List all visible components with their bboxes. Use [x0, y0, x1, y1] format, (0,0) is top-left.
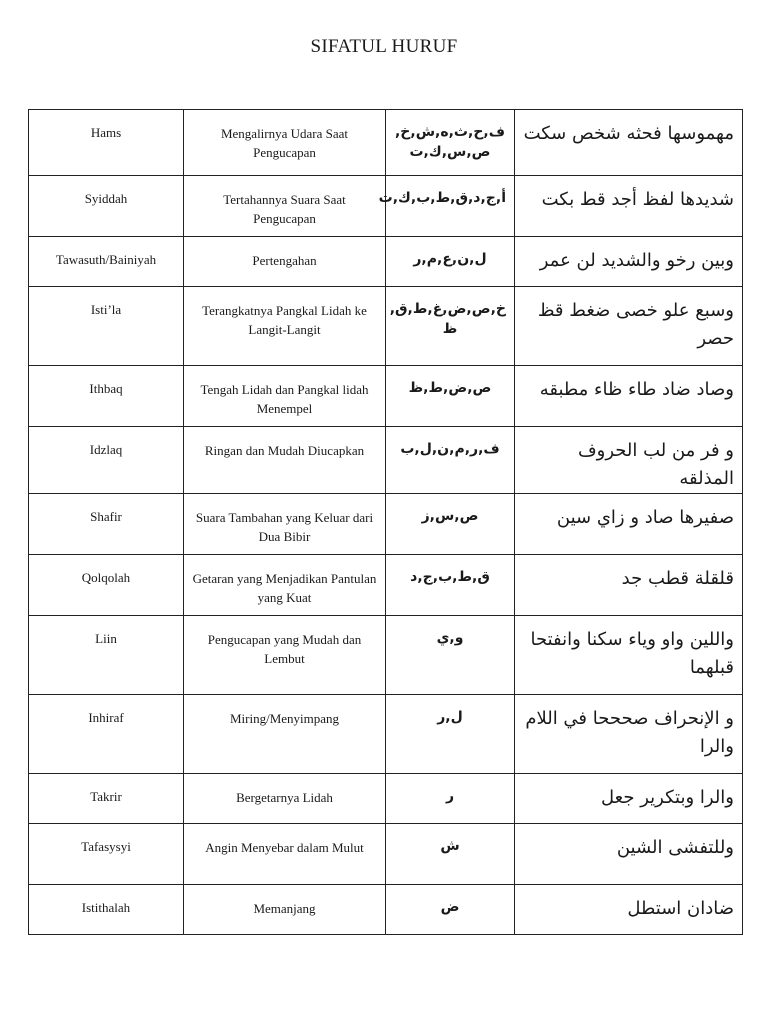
verse-text: قلقلة قطب جد [621, 568, 734, 589]
table-row [29, 695, 743, 774]
sifat-name: Qolqolah [29, 555, 184, 616]
sifat-description: Memanjang [184, 885, 386, 935]
verse-text: ضادان استطل [627, 898, 734, 919]
letters-text: ص,س,ز [421, 508, 479, 524]
sifat-description: Pertengahan [184, 237, 386, 287]
sifat-name: Shafir [29, 494, 184, 555]
sifat-verse [515, 824, 743, 885]
letters-text: خ,ص,ض,غ,ط,ق, ظ [389, 301, 506, 337]
sifat-letters [386, 427, 515, 494]
sifat-letters [386, 110, 515, 176]
sifat-letters [378, 176, 515, 237]
sifat-letters [386, 366, 515, 427]
sifat-name: Liin [29, 616, 184, 695]
sifat-verse [515, 176, 743, 237]
verse-text: والرا وبتكرير جعل [601, 787, 734, 808]
sifat-letters [386, 885, 515, 935]
sifat-name: Ithbaq [29, 366, 184, 427]
table-row [29, 824, 743, 885]
sifat-name: Inhiraf [29, 695, 184, 774]
table-row [29, 427, 743, 494]
sifat-letters [386, 237, 515, 287]
sifat-description: Bergetarnya Lidah [184, 774, 386, 824]
sifat-verse [515, 287, 743, 366]
letters-text: ل,ر [437, 709, 463, 725]
sifat-letters [386, 555, 515, 616]
sifat-verse [515, 237, 743, 287]
verse-text: صفيرها صاد و زاي سين [556, 507, 734, 528]
sifat-verse [515, 774, 743, 824]
letters-text: ف,ر,م,ن,ل,ب [400, 441, 500, 457]
sifat-letters [386, 824, 515, 885]
table-row [29, 885, 743, 935]
verse-text: و فر من لب الحروف المذلقه [577, 440, 734, 489]
sifat-letters [386, 494, 515, 555]
letters-text: أ,ج,د,ق,ط,ب,ك,ت [378, 190, 506, 206]
table-row [29, 555, 743, 616]
letters-text: و,ي [436, 630, 464, 646]
verse-text: وصاد ضاد طاء ظاء مطبقه [539, 379, 734, 400]
sifat-verse [515, 366, 743, 427]
table-row [29, 774, 743, 824]
letters-text: ق,ط,ب,ج,د [410, 569, 490, 585]
sifat-letters [386, 695, 515, 774]
sifat-verse [515, 885, 743, 935]
verse-text: و الإنحراف صحححا في اللام والرا [525, 708, 734, 757]
sifat-description: Terangkatnya Pangkal Lidah ke Langit-Langit [184, 287, 386, 366]
table-row [29, 494, 743, 555]
sifat-verse [515, 695, 743, 774]
verse-text: مهموسها فحثه شخص سكت [523, 123, 734, 144]
sifat-description: Pengucapan yang Mudah dan Lembut [184, 616, 386, 695]
sifat-name: Istithalah [29, 885, 184, 935]
table-row [29, 110, 743, 176]
verse-text: شديدها لفظ أجد قط بكت [541, 189, 734, 210]
sifat-letters [386, 616, 515, 695]
sifat-name: Isti’la [29, 287, 184, 366]
sifat-description: Suara Tambahan yang Keluar dari Dua Bibir [184, 494, 386, 555]
sifat-description: Tengah Lidah dan Pangkal lidah Menempel [184, 366, 386, 427]
sifat-letters [386, 774, 515, 824]
sifatul-huruf-table [28, 109, 743, 935]
letters-text: ض [440, 899, 460, 915]
letters-text: ص,ض,ط,ظ [408, 380, 492, 396]
verse-text: واللين واو وياء سكنا وانفتحا قبلهما [530, 629, 734, 678]
sifat-verse [515, 494, 743, 555]
sifat-description: Miring/Menyimpang [184, 695, 386, 774]
sifat-description: Ringan dan Mudah Diucapkan [184, 427, 386, 494]
sifat-verse [515, 110, 743, 176]
sifat-name: Tafasysyi [29, 824, 184, 885]
sifat-name: Syiddah [29, 176, 184, 237]
letters-text: ف,ح,ث,ه,ش,خ, ص,س,ك,ت [394, 124, 505, 160]
table-row [29, 616, 743, 695]
table-row [29, 176, 743, 237]
sifat-description: Mengalirnya Udara Saat Pengucapan [184, 110, 386, 176]
verse-text: وبين رخو والشديد لن عمر [539, 250, 734, 271]
letters-text: ل,ن,ع,م,ر [413, 251, 487, 267]
sifat-verse [515, 616, 743, 695]
sifat-description: Getaran yang Menjadikan Pantulan yang Kuat [184, 555, 386, 616]
sifat-letters [386, 287, 515, 366]
sifat-name: Takrir [29, 774, 184, 824]
sifat-description: Tertahannya Suara Saat Pengucapan [184, 176, 386, 237]
document-title: SIFATUL HURUF [310, 36, 458, 57]
letters-text: ر [445, 788, 455, 804]
table-row [29, 237, 743, 287]
table-row [29, 366, 743, 427]
sifat-description: Angin Menyebar dalam Mulut [184, 824, 386, 885]
sifat-name: Idzlaq [29, 427, 184, 494]
sifat-verse [515, 555, 743, 616]
verse-text: وللتفشى الشين [616, 837, 734, 858]
table-row [29, 287, 743, 366]
sifat-name: Tawasuth/Bainiyah [29, 237, 184, 287]
verse-text: وسبع علو خصى ضغط قظ حصر [537, 300, 734, 349]
sifat-name: Hams [29, 110, 184, 176]
sifat-verse [515, 427, 743, 494]
letters-text: ش [440, 838, 460, 854]
